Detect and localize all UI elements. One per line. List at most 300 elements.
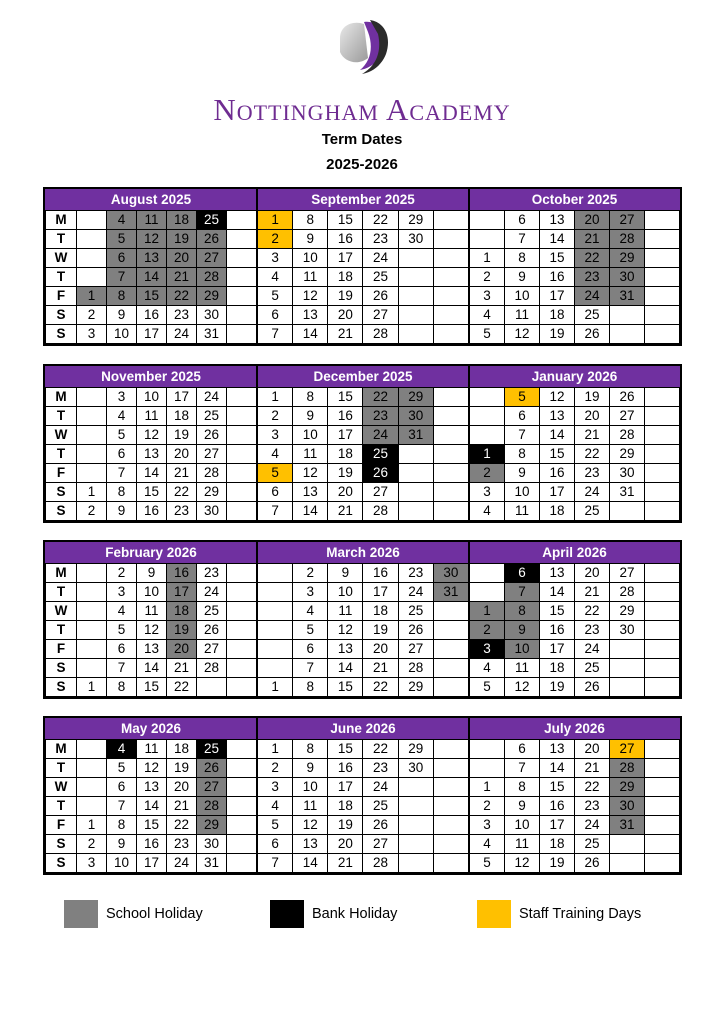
date-cell: 3 <box>258 426 293 445</box>
date-cell: 11 <box>293 445 328 464</box>
week-row <box>46 640 257 659</box>
month-header: November 2025 <box>45 366 257 387</box>
date-cell: 22 <box>167 678 197 697</box>
week-row <box>46 249 257 268</box>
date-cell: 24 <box>575 640 610 659</box>
legend-swatch <box>477 900 511 928</box>
date-cell: 14 <box>540 759 575 778</box>
date-cell: 29 <box>197 287 227 306</box>
date-cell <box>77 464 107 483</box>
date-cell <box>645 249 680 268</box>
date-cell: 2 <box>470 268 505 287</box>
month-calendar <box>257 718 469 873</box>
day-letter: T <box>46 268 77 287</box>
date-cell <box>227 464 257 483</box>
date-cell: 11 <box>137 602 167 621</box>
date-cell: 29 <box>610 445 645 464</box>
date-cell: 4 <box>258 268 293 287</box>
date-cell: 7 <box>107 659 137 678</box>
date-cell: 11 <box>137 407 167 426</box>
date-cell: 9 <box>505 797 540 816</box>
date-cell: 28 <box>610 426 645 445</box>
date-cell: 5 <box>505 388 540 407</box>
date-cell: 16 <box>328 759 363 778</box>
day-letter: S <box>46 325 77 344</box>
date-cell: 24 <box>575 816 610 835</box>
date-cell <box>227 502 257 521</box>
date-cell: 2 <box>470 797 505 816</box>
month-divider <box>256 189 258 344</box>
date-cell: 21 <box>575 230 610 249</box>
week-row <box>258 759 469 778</box>
date-cell <box>645 564 680 583</box>
date-cell: 19 <box>167 621 197 640</box>
week-row <box>258 602 469 621</box>
date-cell <box>227 740 257 759</box>
week-row <box>258 678 469 697</box>
week-row <box>470 759 680 778</box>
month-header: October 2025 <box>469 189 680 210</box>
date-cell <box>645 230 680 249</box>
date-cell <box>433 211 468 230</box>
date-cell: 7 <box>258 325 293 344</box>
page-title: Term Dates <box>321 131 403 148</box>
date-cell: 7 <box>505 583 540 602</box>
date-cell: 12 <box>540 388 575 407</box>
date-cell <box>77 211 107 230</box>
date-cell <box>227 816 257 835</box>
date-cell <box>227 797 257 816</box>
week-row <box>258 640 469 659</box>
date-cell <box>433 464 468 483</box>
date-cell <box>645 388 680 407</box>
date-cell <box>470 230 505 249</box>
month-divider <box>256 718 258 873</box>
date-cell: 6 <box>107 249 137 268</box>
date-cell: 2 <box>258 407 293 426</box>
date-cell <box>645 678 680 697</box>
date-cell: 8 <box>505 778 540 797</box>
date-cell: 17 <box>167 583 197 602</box>
date-cell: 30 <box>197 306 227 325</box>
day-letter: S <box>46 483 77 502</box>
date-cell <box>77 621 107 640</box>
date-cell: 8 <box>107 816 137 835</box>
date-cell: 27 <box>398 640 433 659</box>
date-cell: 5 <box>293 621 328 640</box>
week-row <box>46 483 257 502</box>
date-cell <box>77 426 107 445</box>
date-cell: 10 <box>107 325 137 344</box>
date-cell: 13 <box>540 211 575 230</box>
date-cell: 14 <box>137 797 167 816</box>
week-row <box>258 835 469 854</box>
date-cell: 19 <box>540 325 575 344</box>
date-cell <box>610 306 645 325</box>
date-cell: 30 <box>610 464 645 483</box>
date-cell: 25 <box>363 445 398 464</box>
day-letter: S <box>46 502 77 521</box>
week-row <box>258 778 469 797</box>
date-cell: 18 <box>540 306 575 325</box>
date-cell: 24 <box>575 287 610 306</box>
date-cell: 2 <box>293 564 328 583</box>
date-cell: 14 <box>137 464 167 483</box>
date-cell <box>610 325 645 344</box>
date-cell: 9 <box>107 306 137 325</box>
date-cell: 22 <box>363 211 398 230</box>
date-cell: 1 <box>77 287 107 306</box>
date-cell: 18 <box>540 835 575 854</box>
date-cell: 22 <box>167 287 197 306</box>
date-cell <box>433 249 468 268</box>
date-cell: 1 <box>470 445 505 464</box>
date-cell: 28 <box>197 797 227 816</box>
date-cell: 26 <box>363 464 398 483</box>
week-row <box>258 388 469 407</box>
date-cell: 10 <box>137 583 167 602</box>
date-cell: 19 <box>575 388 610 407</box>
date-cell: 4 <box>258 797 293 816</box>
date-cell: 10 <box>505 287 540 306</box>
month-grid <box>469 739 680 873</box>
date-cell <box>227 445 257 464</box>
date-cell <box>227 778 257 797</box>
date-cell <box>258 583 293 602</box>
date-cell: 9 <box>293 230 328 249</box>
calendar-block <box>43 187 682 346</box>
date-cell: 15 <box>328 740 363 759</box>
date-cell: 18 <box>167 740 197 759</box>
month-header: March 2026 <box>257 542 469 563</box>
week-row <box>46 464 257 483</box>
date-cell: 12 <box>505 325 540 344</box>
date-cell: 23 <box>575 621 610 640</box>
date-cell: 6 <box>107 445 137 464</box>
academic-year: 2025-2026 <box>326 156 398 173</box>
academy-name: Nottingham Academy <box>213 92 511 127</box>
date-cell: 5 <box>258 287 293 306</box>
week-row <box>258 325 469 344</box>
week-row <box>46 740 257 759</box>
date-cell: 27 <box>610 211 645 230</box>
date-cell: 19 <box>328 816 363 835</box>
month-header: January 2026 <box>469 366 680 387</box>
date-cell: 14 <box>540 583 575 602</box>
date-cell <box>645 502 680 521</box>
date-cell: 30 <box>610 268 645 287</box>
date-cell: 19 <box>328 464 363 483</box>
date-cell: 4 <box>107 407 137 426</box>
date-cell: 23 <box>167 502 197 521</box>
month-grid <box>45 563 257 697</box>
date-cell: 31 <box>610 483 645 502</box>
date-cell <box>645 602 680 621</box>
date-cell <box>227 564 257 583</box>
date-cell: 11 <box>137 211 167 230</box>
date-cell: 26 <box>398 621 433 640</box>
date-cell: 16 <box>540 464 575 483</box>
date-cell: 21 <box>328 502 363 521</box>
date-cell <box>470 759 505 778</box>
date-cell <box>77 268 107 287</box>
day-letter: F <box>46 640 77 659</box>
date-cell: 13 <box>137 445 167 464</box>
date-cell: 20 <box>167 640 197 659</box>
week-row <box>470 583 680 602</box>
week-row <box>258 249 469 268</box>
week-row <box>258 797 469 816</box>
week-row <box>46 287 257 306</box>
date-cell <box>645 816 680 835</box>
week-row <box>470 445 680 464</box>
date-cell: 26 <box>197 621 227 640</box>
date-cell <box>227 854 257 873</box>
date-cell: 23 <box>575 464 610 483</box>
date-cell <box>645 287 680 306</box>
week-row <box>258 426 469 445</box>
date-cell: 20 <box>328 306 363 325</box>
date-cell <box>77 445 107 464</box>
date-cell: 11 <box>293 797 328 816</box>
day-letter: M <box>46 564 77 583</box>
date-cell <box>398 325 433 344</box>
date-cell: 31 <box>197 325 227 344</box>
date-cell: 28 <box>610 230 645 249</box>
week-row <box>470 211 680 230</box>
date-cell <box>227 602 257 621</box>
date-cell: 9 <box>293 407 328 426</box>
date-cell <box>645 325 680 344</box>
month-calendar <box>469 366 680 521</box>
date-cell <box>398 778 433 797</box>
calendar-block <box>43 540 682 699</box>
date-cell: 19 <box>167 230 197 249</box>
date-cell: 24 <box>167 325 197 344</box>
date-cell: 5 <box>470 854 505 873</box>
day-letter: M <box>46 740 77 759</box>
date-cell: 27 <box>197 445 227 464</box>
date-cell: 4 <box>107 602 137 621</box>
date-cell: 24 <box>363 249 398 268</box>
date-cell: 1 <box>258 740 293 759</box>
date-cell: 27 <box>610 407 645 426</box>
date-cell: 28 <box>363 325 398 344</box>
date-cell: 28 <box>610 583 645 602</box>
date-cell: 3 <box>77 854 107 873</box>
date-cell: 25 <box>363 268 398 287</box>
day-letter: M <box>46 388 77 407</box>
date-cell: 20 <box>575 564 610 583</box>
date-cell: 3 <box>258 778 293 797</box>
date-cell: 4 <box>293 602 328 621</box>
date-cell: 17 <box>540 287 575 306</box>
date-cell: 2 <box>470 464 505 483</box>
week-row <box>470 426 680 445</box>
date-cell: 24 <box>197 388 227 407</box>
date-cell: 1 <box>77 678 107 697</box>
date-cell <box>258 602 293 621</box>
date-cell: 18 <box>328 268 363 287</box>
date-cell: 29 <box>398 388 433 407</box>
day-letter: S <box>46 835 77 854</box>
date-cell: 28 <box>197 659 227 678</box>
week-row <box>258 583 469 602</box>
academy-logo-icon <box>334 18 398 78</box>
date-cell: 31 <box>398 426 433 445</box>
date-cell: 1 <box>77 816 107 835</box>
date-cell: 20 <box>575 407 610 426</box>
date-cell: 9 <box>107 835 137 854</box>
date-cell: 24 <box>363 426 398 445</box>
date-cell <box>645 740 680 759</box>
date-cell <box>258 659 293 678</box>
date-cell: 5 <box>258 464 293 483</box>
date-cell: 2 <box>470 621 505 640</box>
date-cell <box>77 778 107 797</box>
date-cell: 26 <box>197 759 227 778</box>
date-cell: 14 <box>137 268 167 287</box>
day-letter: T <box>46 759 77 778</box>
date-cell: 23 <box>167 835 197 854</box>
date-cell: 11 <box>505 835 540 854</box>
date-cell: 15 <box>328 211 363 230</box>
date-cell: 8 <box>293 678 328 697</box>
week-row <box>46 621 257 640</box>
week-row <box>258 564 469 583</box>
day-letter: S <box>46 678 77 697</box>
date-cell: 13 <box>293 306 328 325</box>
week-row <box>46 426 257 445</box>
date-cell: 26 <box>197 426 227 445</box>
date-cell: 18 <box>540 659 575 678</box>
month-grid <box>469 210 680 344</box>
day-letter: M <box>46 211 77 230</box>
date-cell: 4 <box>470 306 505 325</box>
date-cell: 27 <box>197 640 227 659</box>
date-cell <box>645 797 680 816</box>
date-cell: 20 <box>328 835 363 854</box>
date-cell: 22 <box>167 816 197 835</box>
week-row <box>470 854 680 873</box>
month-grid <box>45 387 257 521</box>
date-cell: 14 <box>293 325 328 344</box>
week-row <box>258 659 469 678</box>
week-row <box>46 816 257 835</box>
date-cell <box>433 621 468 640</box>
date-cell <box>645 211 680 230</box>
date-cell: 11 <box>293 268 328 287</box>
date-cell <box>645 835 680 854</box>
date-cell: 15 <box>137 816 167 835</box>
date-cell <box>227 621 257 640</box>
day-letter: T <box>46 583 77 602</box>
date-cell <box>433 835 468 854</box>
date-cell: 17 <box>167 388 197 407</box>
date-cell: 16 <box>540 621 575 640</box>
date-cell: 15 <box>137 678 167 697</box>
date-cell: 22 <box>575 602 610 621</box>
week-row <box>46 797 257 816</box>
date-cell: 28 <box>363 854 398 873</box>
date-cell: 12 <box>505 678 540 697</box>
week-row <box>258 816 469 835</box>
date-cell: 18 <box>167 602 197 621</box>
date-cell: 6 <box>107 640 137 659</box>
date-cell: 12 <box>137 230 167 249</box>
week-row <box>258 740 469 759</box>
week-row <box>470 740 680 759</box>
date-cell: 12 <box>137 759 167 778</box>
date-cell <box>433 854 468 873</box>
date-cell <box>433 816 468 835</box>
date-cell: 12 <box>293 464 328 483</box>
date-cell: 27 <box>610 740 645 759</box>
date-cell: 27 <box>610 564 645 583</box>
day-letter: T <box>46 797 77 816</box>
date-cell <box>433 659 468 678</box>
week-row <box>470 306 680 325</box>
date-cell: 23 <box>197 564 227 583</box>
date-cell: 29 <box>398 678 433 697</box>
date-cell: 5 <box>107 759 137 778</box>
date-cell <box>227 268 257 287</box>
date-cell: 16 <box>137 502 167 521</box>
date-cell: 10 <box>505 816 540 835</box>
date-cell: 28 <box>398 659 433 678</box>
week-row <box>46 759 257 778</box>
date-cell: 26 <box>363 287 398 306</box>
date-cell: 10 <box>505 640 540 659</box>
date-cell: 29 <box>197 483 227 502</box>
date-cell: 30 <box>398 407 433 426</box>
date-cell: 6 <box>258 483 293 502</box>
date-cell <box>645 407 680 426</box>
date-cell: 10 <box>328 583 363 602</box>
date-cell: 13 <box>540 407 575 426</box>
date-cell: 7 <box>505 426 540 445</box>
date-cell: 8 <box>107 678 137 697</box>
date-cell: 22 <box>575 778 610 797</box>
date-cell <box>398 249 433 268</box>
date-cell: 10 <box>293 426 328 445</box>
date-cell: 21 <box>328 854 363 873</box>
date-cell <box>610 640 645 659</box>
date-cell <box>398 287 433 306</box>
date-cell <box>470 583 505 602</box>
date-cell: 29 <box>398 211 433 230</box>
date-cell: 19 <box>328 287 363 306</box>
date-cell: 2 <box>258 759 293 778</box>
month-divider <box>256 366 258 521</box>
date-cell: 26 <box>575 325 610 344</box>
date-cell: 22 <box>575 445 610 464</box>
month-grid <box>469 387 680 521</box>
date-cell: 26 <box>610 388 645 407</box>
date-cell: 1 <box>258 211 293 230</box>
week-row <box>258 502 469 521</box>
date-cell: 19 <box>540 854 575 873</box>
date-cell: 9 <box>293 759 328 778</box>
date-cell <box>227 388 257 407</box>
month-grid <box>469 563 680 697</box>
date-cell <box>610 678 645 697</box>
week-row <box>46 678 257 697</box>
week-row <box>470 659 680 678</box>
date-cell: 18 <box>363 602 398 621</box>
week-row <box>46 602 257 621</box>
date-cell: 16 <box>328 230 363 249</box>
